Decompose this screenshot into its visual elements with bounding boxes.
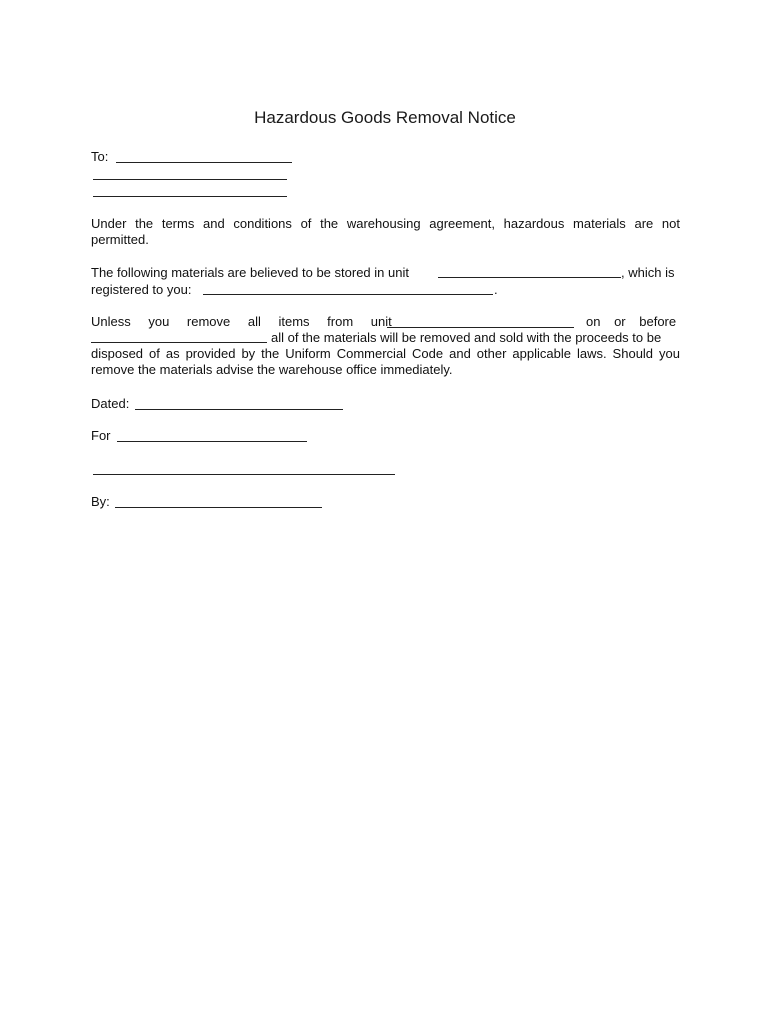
paragraph-2-period: . <box>494 282 498 297</box>
paragraph-1-line-2: permitted. <box>91 232 149 247</box>
to-name-blank[interactable] <box>116 162 292 163</box>
on-or-before-text: on or before <box>586 314 677 329</box>
paragraph-3-line-1a <box>91 314 392 330</box>
for-row <box>91 428 111 444</box>
dated-label: Dated: <box>91 396 130 411</box>
paragraph-2-text: The following materials are believed to be stored in unit <box>91 265 409 280</box>
for-label: For <box>91 428 111 443</box>
unit-number-blank[interactable] <box>438 277 621 278</box>
deadline-date-blank[interactable] <box>91 342 267 343</box>
signature-line[interactable] <box>93 474 395 475</box>
paragraph-3-line-2: all of the materials will be removed and sold with the proceeds to be <box>271 330 662 345</box>
to-row <box>91 149 108 165</box>
for-blank[interactable] <box>117 441 307 442</box>
registered-label: registered to you: <box>91 282 192 297</box>
paragraph-2-line-1 <box>91 265 409 281</box>
paragraph-2-suffix: , which is <box>621 265 675 280</box>
removal-unit-blank[interactable] <box>387 327 574 328</box>
by-row <box>91 494 110 510</box>
dated-row <box>91 396 129 412</box>
paragraph-3-line-4: remove the materials advise the warehouse office immediately. <box>91 362 453 377</box>
paragraph-3-line-3: disposed of as provided by the Uniform Commercial Code and other applicable laws. Should you <box>91 346 680 361</box>
paragraph-3-line-1b <box>586 314 676 330</box>
unless-text: Unless you remove all items from unit <box>91 314 392 329</box>
to-address-blank-1[interactable] <box>93 179 287 180</box>
to-address-blank-2[interactable] <box>93 196 287 197</box>
to-label: To: <box>91 149 109 164</box>
by-label: By: <box>91 494 110 509</box>
document-title: Hazardous Goods Removal Notice <box>254 108 516 127</box>
by-blank[interactable] <box>115 507 322 508</box>
paragraph-1-line-1: Under the terms and conditions of the warehousing agreement, hazardous materials are not <box>91 216 680 231</box>
paragraph-2-line-2 <box>91 282 191 298</box>
dated-blank[interactable] <box>135 409 343 410</box>
registered-to-blank[interactable] <box>203 294 493 295</box>
